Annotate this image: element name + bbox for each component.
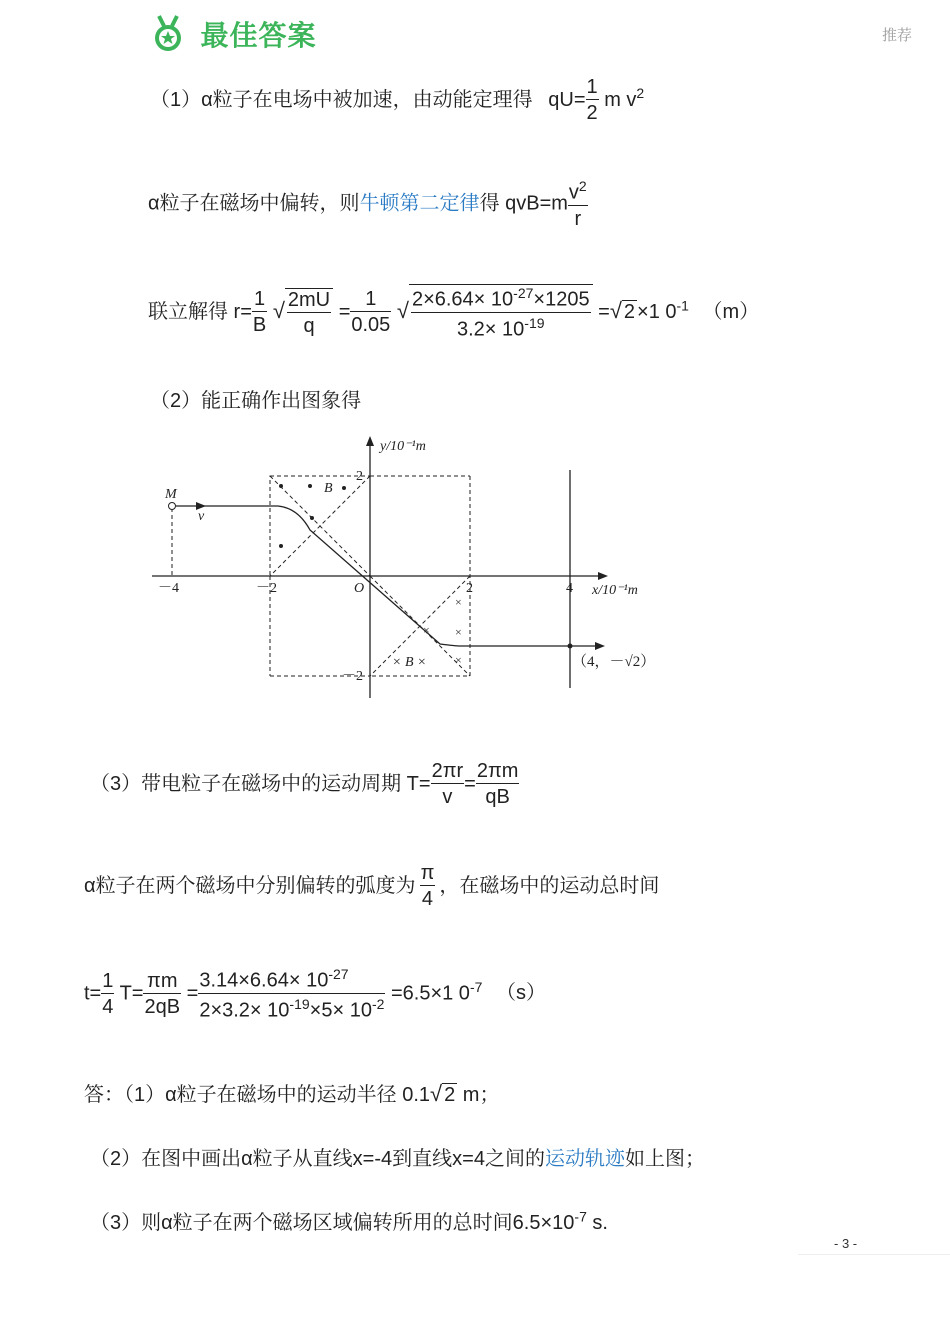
step1b-line: α粒子在磁场中偏转，则牛顿第二定律得 qvB=m $\frac{v^2}{r}$ <box>148 178 587 230</box>
label-M: M <box>165 487 177 502</box>
best-answer-header <box>150 14 316 54</box>
y-axis-label: y/10⁻¹m <box>380 439 426 454</box>
y-axis-arrow <box>366 436 374 446</box>
footer-divider <box>798 1254 950 1255</box>
label-B-upper: B <box>324 481 333 496</box>
svg-text:×: × <box>455 625 462 639</box>
x-axis-arrow <box>598 572 608 580</box>
label-O: O <box>354 581 365 596</box>
fraction: $\frac{v^2}{r}$ <box>568 178 587 230</box>
tick-y-m2: －2 <box>342 669 363 684</box>
fraction: $\frac{1}{2}$ <box>586 76 598 124</box>
point-label: （4，－√2） <box>572 654 656 670</box>
step3b-line: α粒子在两个磁场中分别偏转的弧度为 $\frac{\pi}{4}$ ，在磁场中的运动总时间 <box>84 862 660 910</box>
recommend-link[interactable]: 推荐 <box>882 27 913 44</box>
trajectory-link[interactable]: 运动轨迹 <box>544 1148 625 1170</box>
svg-text:×: × <box>455 653 462 667</box>
step3-line: （3）带电粒子在磁场中的运动周期 T= $\frac{2\pi r}{v}$ = $\frac{2\pi m}{qB}$ <box>90 760 519 808</box>
answer-1: 答：（1）α粒子在磁场中的运动半径 0.1√ 2 m； <box>84 1081 500 1106</box>
tick-x-m4: －4 <box>158 581 179 596</box>
best-answer-title: 最佳答案 <box>200 20 317 51</box>
step1c-line: 联立解得 r= $\frac{1}{B}$ √ $\frac{2mU}{q}$ = $\frac{1}{0.05}$ √ $\frac{2\times 6.64\times 10^{-27}\times 1205}{3.2\times 10^{-19}}$ =√ 2 ×1 $0^{-1}$ （m） <box>148 285 760 341</box>
tick-y-2: 2 <box>356 469 363 484</box>
answer-2: （2）在图中画出α粒子从直线x=-4到直线x=4之间的运动轨迹如上图； <box>90 1148 705 1170</box>
tick-x-4: 4 <box>566 581 573 596</box>
tick-x-m2: －2 <box>256 581 277 596</box>
point-M <box>169 503 176 510</box>
label-B-lower: × B × <box>392 655 427 670</box>
x-axis-label: x/10⁻¹m <box>592 583 638 598</box>
step3c-line: t= $\frac{1}{4}$ T= $\frac{\pi m}{2qB}$ = $\frac{3.14\times 6.64\times 10^{-27}}{2\times 3.2\times 10^{-19}\times 5\times 10^{-2}}$ =6.5×1 $0^{-7}$ （s） <box>84 966 546 1022</box>
label-v: v <box>198 509 205 524</box>
step1-line: （1）α粒子在电场中被加速，由动能定理得 qU= $\frac{1}{2}$ m $v^2$ <box>150 76 645 124</box>
svg-text:×: × <box>455 595 462 609</box>
page-number: - 3 - <box>834 1236 858 1251</box>
trajectory-diagram <box>140 430 700 710</box>
medal-icon <box>150 14 186 54</box>
answer-3: （3）则α粒子在两个磁场区域偏转所用的总时间$6.5\times 10^{-7}$ s. <box>90 1208 608 1234</box>
svg-text:×: × <box>423 623 430 637</box>
tick-x-2: 2 <box>466 581 473 596</box>
step2-line: （2）能正确作出图象得 <box>150 390 362 412</box>
newton-second-law-link[interactable]: 牛顿第二定律 <box>359 192 480 215</box>
